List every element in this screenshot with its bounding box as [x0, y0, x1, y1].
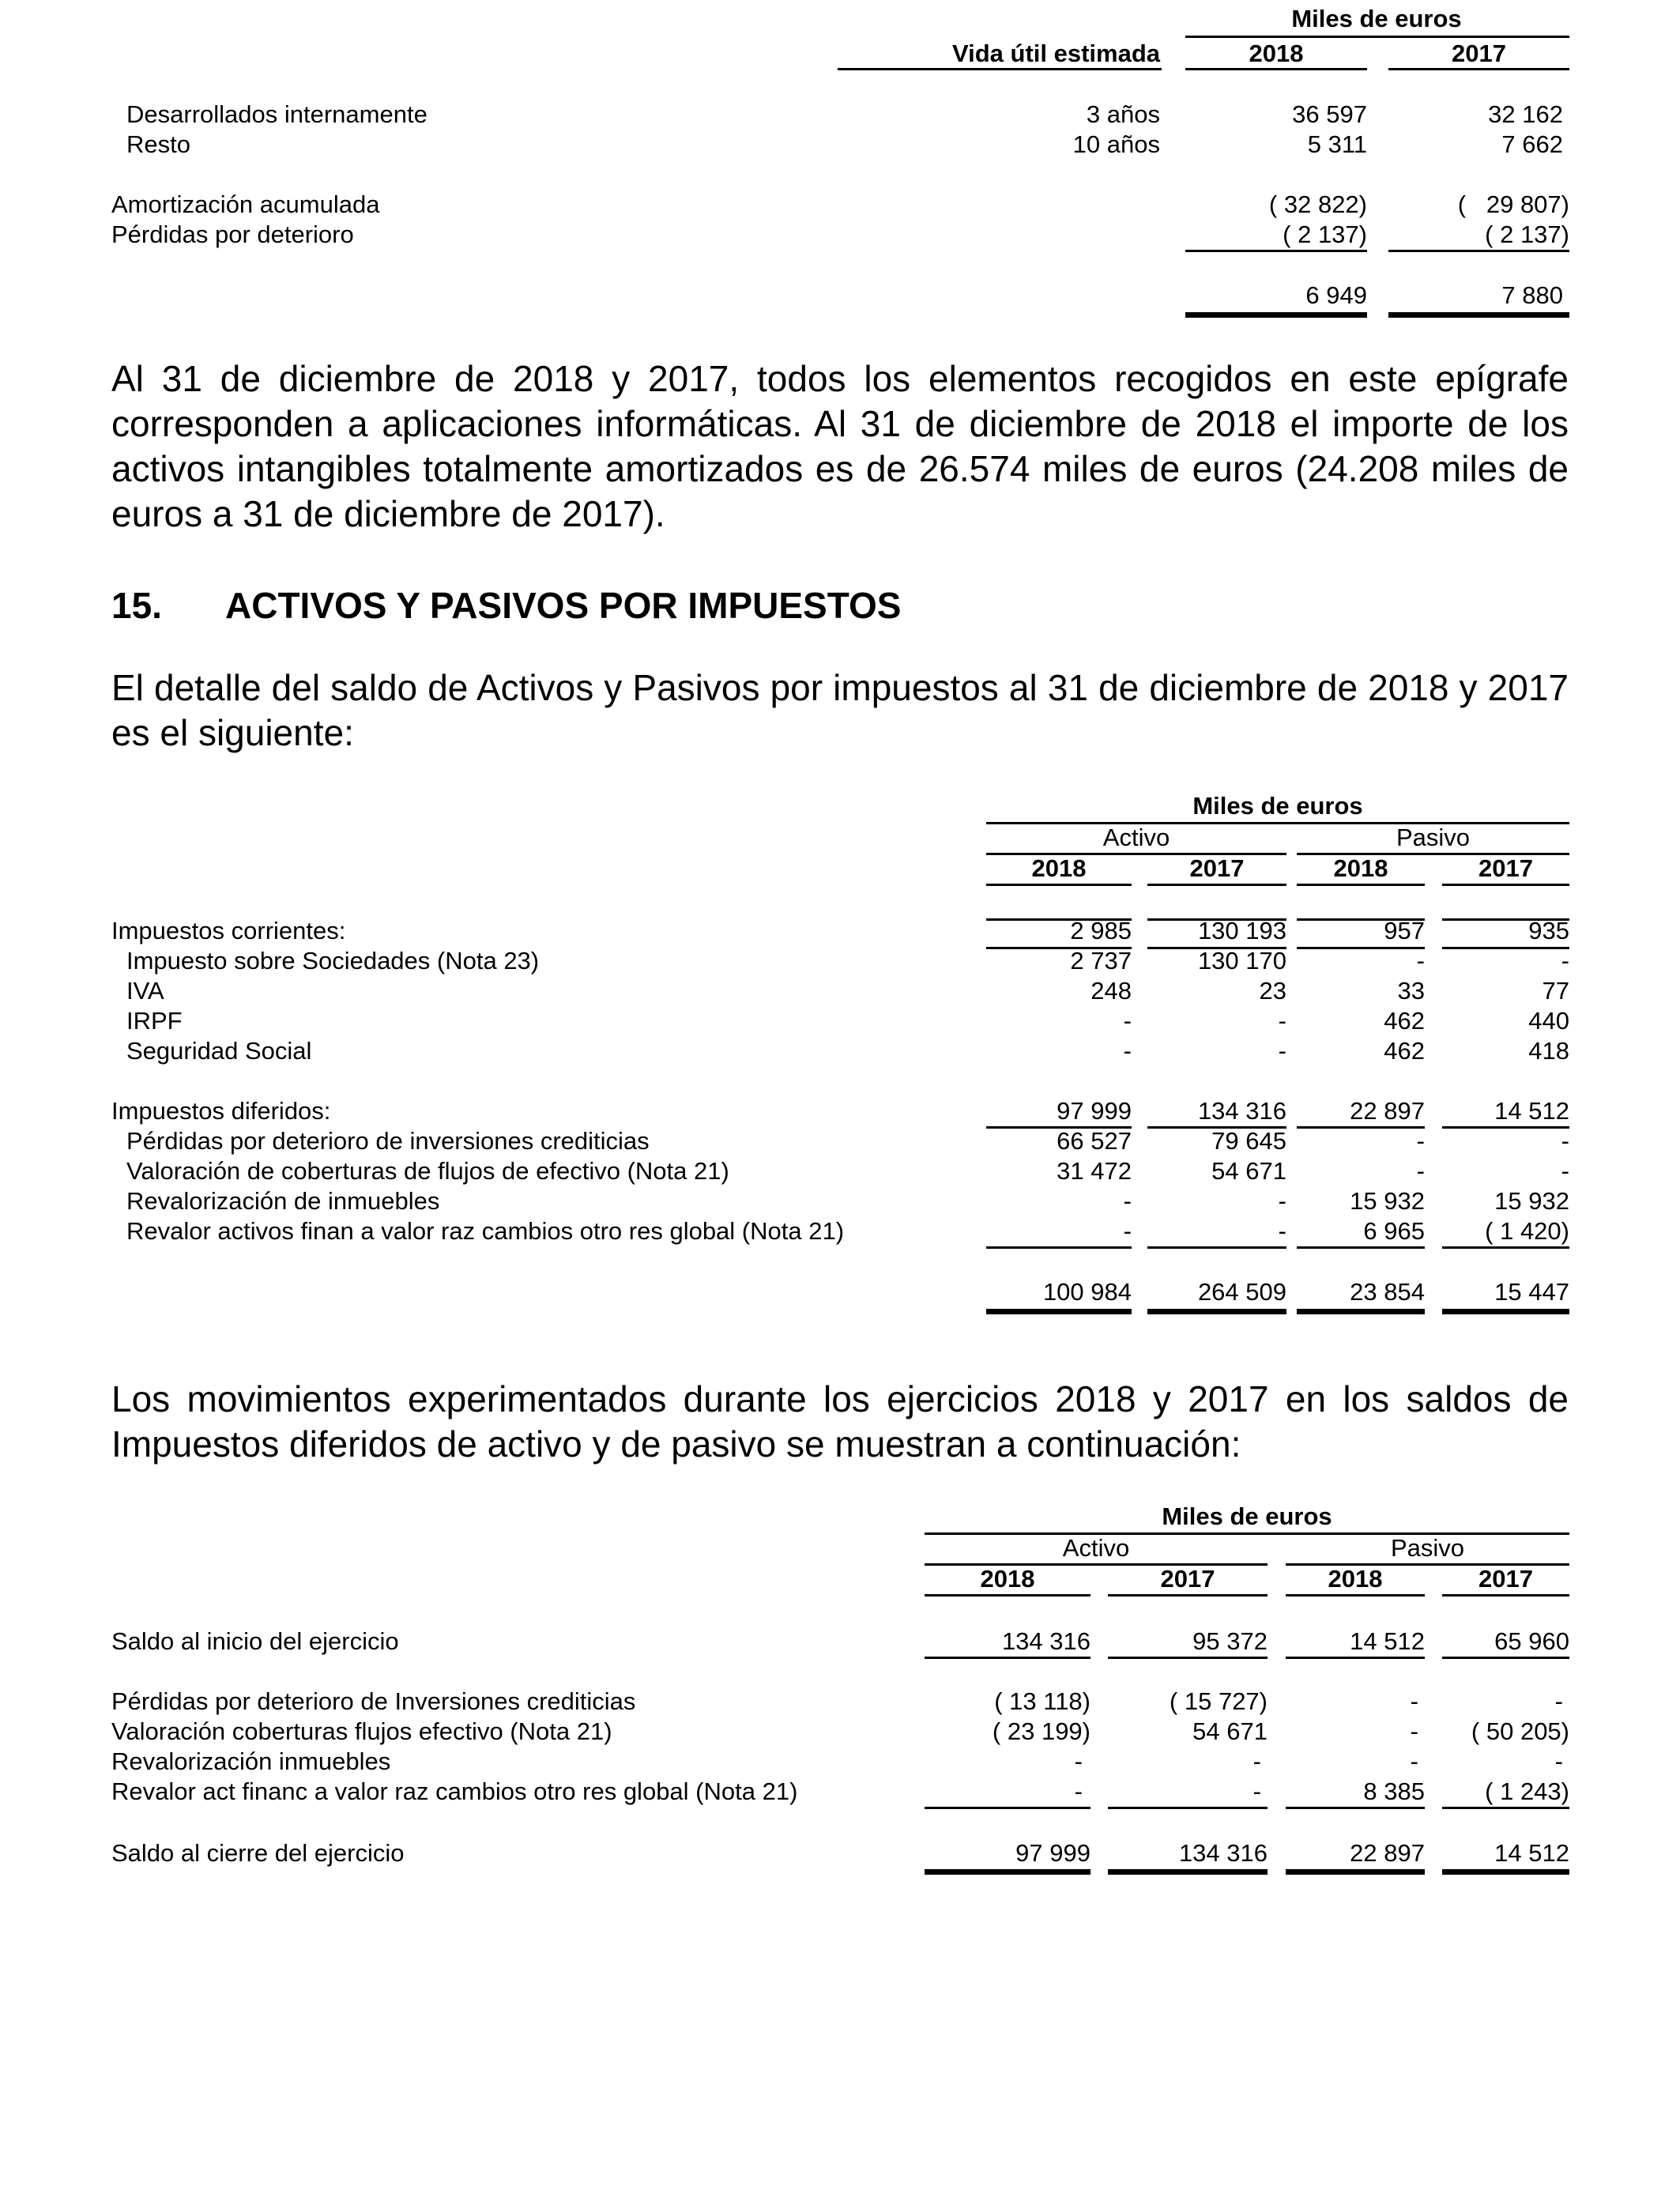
- total-double-rule: [1297, 1309, 1425, 1314]
- subtotal-rule: [1442, 1246, 1569, 1249]
- table-cell: 462: [1384, 1037, 1425, 1065]
- total-double-rule: [1185, 312, 1367, 318]
- table-cell: -: [1410, 1717, 1418, 1745]
- table-cell: ( 2 137): [1283, 221, 1367, 248]
- total-double-rule: [1147, 1309, 1286, 1314]
- table-cell: 418: [1528, 1037, 1569, 1065]
- table-cell: 8 385: [1363, 1777, 1425, 1805]
- table-row-label: Revalorización de inmuebles: [126, 1187, 440, 1215]
- table-cell: ( 1 420): [1485, 1217, 1569, 1245]
- subtotal-rule: [925, 1807, 1090, 1809]
- table-cell: 54 671: [1211, 1157, 1286, 1185]
- table3-year-rule: [925, 1594, 1090, 1596]
- table-cell: ( 15 727): [1169, 1687, 1268, 1715]
- table-row-label: Impuesto sobre Sociedades (Nota 23): [126, 947, 540, 974]
- table-cell: -: [1416, 1157, 1425, 1185]
- table3-pasivo-header: Pasivo: [1390, 1534, 1465, 1562]
- table-cell: ( 2 137): [1485, 221, 1569, 248]
- subtotal-rule: [1286, 1657, 1425, 1659]
- table1-header-rule: [1388, 68, 1569, 70]
- table3-year-rule: [1108, 1594, 1268, 1596]
- table-row-label: Resto: [126, 130, 190, 158]
- table2-year-rule: [1442, 884, 1569, 886]
- table-row-label: Pérdidas por deterioro de inversiones crediticias: [126, 1127, 650, 1155]
- table3-year-header: 2017: [1160, 1565, 1215, 1593]
- table-row-label: Desarrollados internamente: [126, 100, 428, 128]
- total-double-rule: [986, 1309, 1132, 1314]
- table-cell: -: [1278, 1037, 1286, 1065]
- table-cell: 32 162: [1488, 100, 1563, 128]
- total-double-rule: [1442, 1869, 1569, 1875]
- table-cell: 65 960: [1494, 1627, 1569, 1655]
- table2-unit-header: Miles de euros: [1192, 792, 1363, 820]
- table-cell: -: [1278, 1007, 1286, 1035]
- table-cell: -: [1252, 1747, 1261, 1775]
- table-cell: -: [1416, 1127, 1425, 1155]
- table-cell: 3 años: [1086, 100, 1160, 128]
- table2-year-header: 2018: [1333, 854, 1388, 882]
- total-double-rule: [1286, 1869, 1425, 1875]
- table-cell: 440: [1528, 1007, 1569, 1035]
- table-row-label: Revalor activos finan a valor raz cambios otro res global (Nota 21): [126, 1217, 845, 1245]
- section-number: 15.: [111, 585, 162, 626]
- intangibles-note-paragraph: Al 31 de diciembre de 2018 y 2017, todos los elementos recogidos en este epígrafe corresponden a aplicaciones informáticas. Al 31 de diciembre de 2018 el importe de los activos intangibles totalmente amortizados es de 26.574 miles de euros (24.208 miles de euros a 31 de diciembre de 2017).: [111, 358, 1569, 534]
- table2-activo-header: Activo: [1102, 824, 1170, 851]
- table-cell: -: [1561, 947, 1569, 974]
- table-cell: 54 671: [1192, 1717, 1268, 1745]
- total-double-rule: [1108, 1869, 1268, 1875]
- table2-year-rule: [986, 884, 1132, 886]
- table-cell: -: [1278, 1187, 1286, 1215]
- total-double-rule: [1388, 312, 1569, 318]
- table-cell: 935: [1528, 917, 1569, 944]
- table-row-label: Valoración de coberturas de flujos de efectivo (Nota 21): [126, 1157, 729, 1185]
- table-cell: ( 1 243): [1485, 1777, 1569, 1805]
- table-row-label: Pérdidas por deterioro: [111, 221, 354, 248]
- table-cell: 22 897: [1350, 1097, 1425, 1125]
- table-cell: 7 662: [1501, 130, 1563, 158]
- table3-year-header: 2018: [980, 1565, 1035, 1593]
- table1-unit-header: Miles de euros: [1291, 5, 1462, 32]
- table2-year-header: 2018: [1031, 854, 1087, 882]
- table3-year-header: 2018: [1328, 1565, 1383, 1593]
- subtotal-rule: [1297, 1246, 1425, 1249]
- table-row-label: Valoración coberturas flujos efectivo (Nota 21): [111, 1717, 612, 1745]
- table-cell: 97 999: [1015, 1839, 1090, 1867]
- table-cell: 31 472: [1057, 1157, 1132, 1185]
- table3-unit-header: Miles de euros: [1162, 1502, 1332, 1530]
- table-cell: 462: [1384, 1007, 1425, 1035]
- total-double-rule: [925, 1869, 1090, 1875]
- subtotal-top-rule: [1442, 918, 1569, 921]
- section-title: ACTIVOS Y PASIVOS POR IMPUESTOS: [225, 585, 902, 626]
- table2-total: 264 509: [1197, 1278, 1286, 1306]
- table3-year-header: 2017: [1478, 1565, 1533, 1593]
- table-cell: 134 316: [1197, 1097, 1286, 1125]
- table-cell: 15 932: [1494, 1187, 1569, 1215]
- subtotal-rule: [1442, 1807, 1569, 1809]
- table1-col-2017: 2017: [1452, 40, 1506, 67]
- table-cell: -: [1252, 1777, 1261, 1805]
- table-cell: 15 932: [1350, 1187, 1425, 1215]
- table-cell: -: [1410, 1747, 1418, 1775]
- subtotal-rule: [986, 1246, 1132, 1249]
- tax-detail-intro-paragraph: El detalle del saldo de Activos y Pasivos por impuestos al 31 de diciembre de 2018 y 2017 es el siguiente:: [111, 667, 1569, 753]
- table3-year-rule: [1442, 1594, 1569, 1596]
- table-cell: 130 170: [1197, 947, 1286, 974]
- table-cell: 33: [1397, 977, 1425, 1005]
- table-cell: ( 13 118): [994, 1687, 1090, 1715]
- table-cell: -: [1123, 1187, 1132, 1215]
- subtotal-rule: [1108, 1807, 1268, 1809]
- subtotal-rule: [1185, 250, 1367, 252]
- table-cell: 5 311: [1307, 130, 1367, 158]
- subtotal-top-rule: [986, 918, 1132, 921]
- table-cell: ( 23 199): [992, 1717, 1090, 1745]
- table-cell: 22 897: [1350, 1839, 1425, 1867]
- table-cell: 248: [1090, 977, 1132, 1005]
- table-row-label: Impuestos corrientes:: [111, 917, 346, 944]
- table-row-label: Revalor act financ a valor raz cambios otro res global (Nota 21): [111, 1777, 798, 1805]
- table2-year-rule: [1147, 884, 1286, 886]
- subtotal-rule: [1286, 1807, 1425, 1809]
- table-cell: 23: [1259, 977, 1286, 1005]
- table1-col-life: Vida útil estimada: [951, 40, 1160, 67]
- table-cell: -: [1410, 1687, 1418, 1715]
- table-cell: -: [1074, 1747, 1083, 1775]
- table1-total-2017: 7 880: [1501, 281, 1563, 309]
- table-cell: 2 985: [1070, 917, 1132, 944]
- table1-unit-rule: [1185, 36, 1569, 38]
- table-cell: 2 737: [1070, 947, 1132, 974]
- table-cell: 36 597: [1292, 100, 1367, 128]
- table-cell: 134 316: [1178, 1839, 1268, 1867]
- subtotal-rule: [1108, 1657, 1268, 1659]
- table-cell: -: [1123, 1037, 1132, 1065]
- table-cell: -: [1554, 1747, 1563, 1775]
- table-cell: -: [1123, 1217, 1132, 1245]
- table2-year-header: 2017: [1478, 854, 1533, 882]
- table-row-label: Pérdidas por deterioro de Inversiones crediticias: [111, 1687, 636, 1715]
- table2-year-rule: [1297, 884, 1425, 886]
- table-row-label: Impuestos diferidos:: [111, 1097, 331, 1125]
- table-cell: 95 372: [1192, 1627, 1268, 1655]
- table-row-label: Amortización acumulada: [111, 190, 380, 218]
- table2-total: 15 447: [1494, 1278, 1569, 1306]
- table-cell: 130 193: [1197, 917, 1286, 944]
- table-cell: -: [1561, 1127, 1569, 1155]
- table1-col-2018: 2018: [1249, 40, 1304, 67]
- table1-header-rule: [838, 68, 1162, 70]
- subtotal-rule: [1147, 1246, 1286, 1249]
- table-cell: 6 965: [1363, 1217, 1425, 1245]
- table2-year-header: 2017: [1189, 854, 1245, 882]
- table-cell: 66 527: [1057, 1127, 1132, 1155]
- table-row-label: IVA: [126, 977, 164, 1005]
- table1-total-2018: 6 949: [1305, 281, 1367, 309]
- table2-total: 23 854: [1350, 1278, 1425, 1306]
- table-cell: ( 32 822): [1268, 190, 1367, 218]
- deferred-movements-intro-paragraph: Los movimientos experimentados durante los ejercicios 2018 y 2017 en los saldos de Impuestos diferidos de activo y de pasivo se muestran a continuación:: [111, 1378, 1569, 1465]
- table-cell: -: [1278, 1217, 1286, 1245]
- subtotal-rule: [925, 1657, 1090, 1659]
- table-cell: -: [1074, 1777, 1083, 1805]
- table-row-label: Revalorización inmuebles: [111, 1747, 391, 1775]
- table2-total: 100 984: [1042, 1278, 1132, 1306]
- subtotal-top-rule: [1147, 918, 1286, 921]
- table-cell: -: [1123, 1007, 1132, 1035]
- subtotal-rule: [1442, 1657, 1569, 1659]
- table-cell: 957: [1384, 917, 1425, 944]
- table-cell: 97 999: [1057, 1097, 1132, 1125]
- table-cell: ( 29 807): [1457, 190, 1569, 218]
- table-row-label: IRPF: [126, 1007, 183, 1035]
- table1-header-rule: [1185, 68, 1367, 70]
- table-cell: 134 316: [1001, 1627, 1090, 1655]
- table-cell: 14 512: [1350, 1627, 1425, 1655]
- table-cell: 10 años: [1072, 130, 1160, 158]
- subtotal-rule: [1388, 250, 1569, 252]
- subtotal-top-rule: [1297, 918, 1425, 921]
- table-row-label: Saldo al cierre del ejercicio: [111, 1839, 405, 1867]
- table-row-label: Seguridad Social: [126, 1037, 312, 1065]
- table-cell: -: [1561, 1157, 1569, 1185]
- table-cell: 79 645: [1211, 1127, 1286, 1155]
- table-cell: ( 50 205): [1471, 1717, 1569, 1745]
- table-cell: -: [1554, 1687, 1563, 1715]
- total-double-rule: [1442, 1309, 1569, 1314]
- table2-pasivo-header: Pasivo: [1396, 824, 1471, 851]
- table3-activo-header: Activo: [1062, 1534, 1130, 1562]
- table3-year-rule: [1286, 1594, 1425, 1596]
- table-row-label: Saldo al inicio del ejercicio: [111, 1627, 399, 1655]
- table-cell: 77: [1542, 977, 1569, 1005]
- table-cell: 14 512: [1494, 1097, 1569, 1125]
- table-cell: -: [1416, 947, 1425, 974]
- table-cell: 14 512: [1494, 1839, 1569, 1867]
